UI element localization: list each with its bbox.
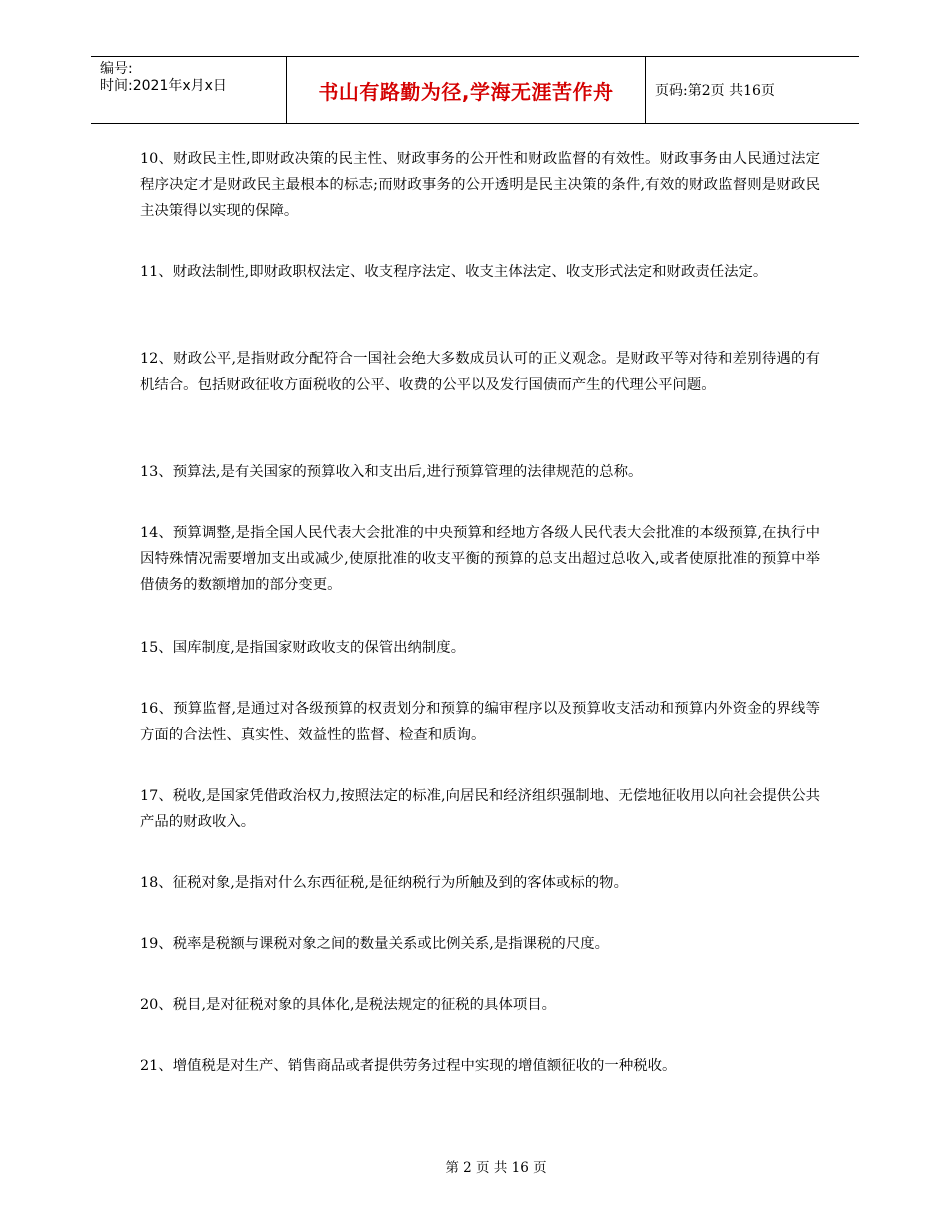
paragraph-16: 16、预算监督,是通过对各级预算的权责划分和预算的编审程序以及预算收支活动和预算内外资金的界线等方面的合法性、真实性、效益性的监督、检查和质询。 bbox=[140, 701, 820, 743]
document-time-label: 时间:2021年x月x日 bbox=[100, 78, 227, 94]
paragraph-11: 11、财政法制性,即财政职权法定、收支程序法定、收支主体法定、收支形式法定和财政责任法定。 bbox=[140, 264, 768, 280]
paragraph-20: 20、税目,是对征税对象的具体化,是税法规定的征税的具体项目。 bbox=[140, 997, 557, 1013]
paragraph-19: 19、税率是税额与课税对象之间的数量关系或比例关系,是指课税的尺度。 bbox=[140, 936, 609, 952]
document-header bbox=[91, 56, 859, 124]
paragraph-18: 18、征税对象,是指对什么东西征税,是征纳税行为所触及到的客体或标的物。 bbox=[140, 875, 628, 891]
header-motto: 书山有路勤为径,学海无涯苦作舟 bbox=[318, 79, 614, 104]
document-number-label: 编号: bbox=[100, 61, 133, 77]
paragraph-17: 17、税收,是国家凭借政治权力,按照法定的标准,向居民和经济组织强制地、无偿地征收用以向社会提供公共产品的财政收入。 bbox=[140, 788, 820, 830]
page-footer bbox=[0, 1156, 950, 1176]
paragraph-21: 21、增值税是对生产、销售商品或者提供劳务过程中实现的增值额征收的一种税收。 bbox=[140, 1058, 677, 1074]
header-meta-cell bbox=[91, 57, 287, 123]
paragraph-10: 10、财政民主性,即财政决策的民主性、财政事务的公开性和财政监督的有效性。财政事务由人民通过法定程序决定才是财政民主最根本的标志;而财政事务的公开透明是民主决策的条件,有效的财政监督则是财政民主决策得以实现的保障。 bbox=[140, 151, 820, 219]
header-motto-cell bbox=[287, 57, 646, 123]
header-page-info: 页码:第2页 共16页 bbox=[655, 83, 775, 99]
paragraph-14: 14、预算调整,是指全国人民代表大会批准的中央预算和经地方各级人民代表大会批准的本级预算,在执行中因特殊情况需要增加支出或减少,使原批准的收支平衡的预算的总支出超过总收入,或者使原批准的预算中举借债务的数额增加的部分变更。 bbox=[140, 525, 820, 593]
paragraph-12: 12、财政公平,是指财政分配符合一国社会绝大多数成员认可的正义观念。是财政平等对待和差别待遇的有机结合。包括财政征收方面税收的公平、收费的公平以及发行国债而产生的代理公平问题。 bbox=[140, 351, 820, 393]
paragraph-15: 15、国库制度,是指国家财政收支的保管出纳制度。 bbox=[140, 640, 466, 656]
footer-page-number: 第 2 页 共 16 页 bbox=[445, 1160, 547, 1176]
paragraph-13: 13、预算法,是有关国家的预算收入和支出后,进行预算管理的法律规范的总称。 bbox=[140, 464, 643, 480]
header-page-cell bbox=[646, 57, 859, 123]
